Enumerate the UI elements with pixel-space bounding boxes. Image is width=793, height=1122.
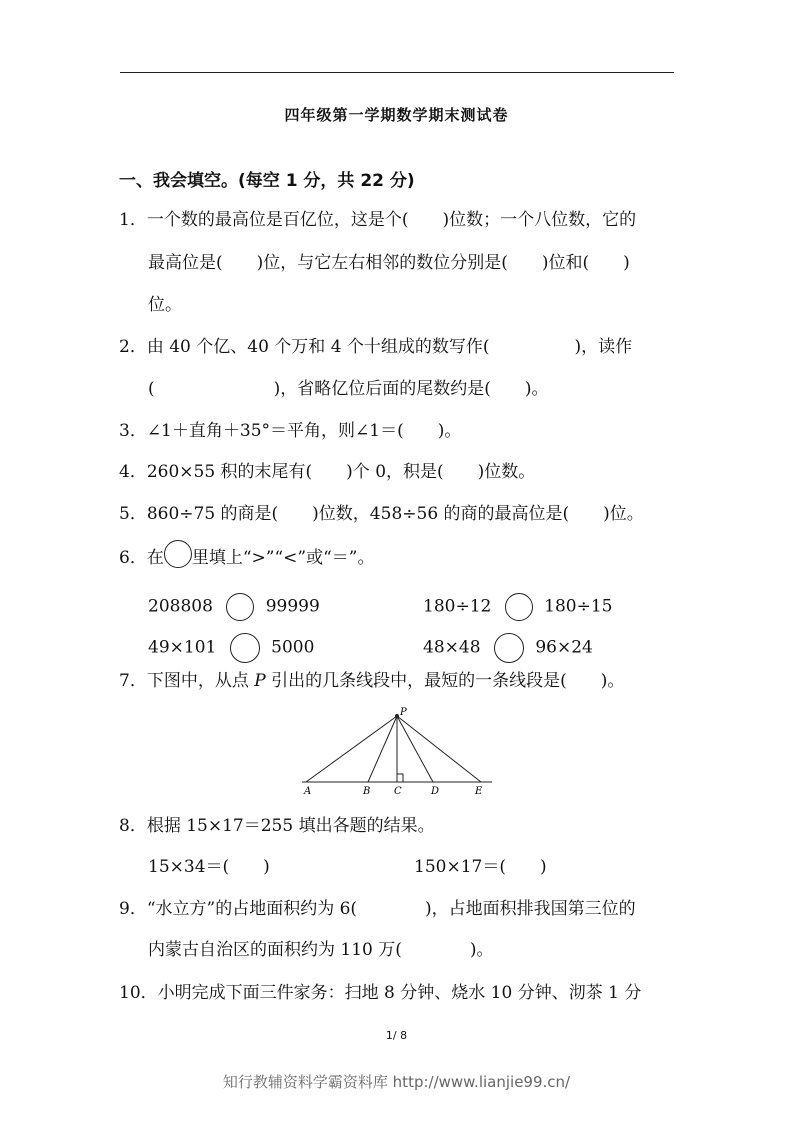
question-6-suffix: 里填上“>”“<”或“＝”。 <box>191 548 375 568</box>
point-p-label: P <box>254 671 266 691</box>
question-5: 5．860÷75 的商是( )位数，458÷56 的商的最高位是( )位。 <box>119 504 644 524</box>
label-d: D <box>431 786 440 797</box>
question-9-line-2: 内蒙古自治区的面积约为 110 万( )。 <box>148 940 494 960</box>
compare-item <box>148 633 314 663</box>
question-3: 3．∠1＋直角＋35°＝平角，则∠1＝( )。 <box>119 421 462 441</box>
question-6 <box>119 547 374 569</box>
question-1-line-2: 最高位是( )位，与它左右相邻的数位分别是( )位和( ) <box>148 253 630 273</box>
label-e: E <box>475 786 483 797</box>
compare-item <box>423 633 593 663</box>
compare-left: 48×48 <box>423 637 481 658</box>
question-8: 8．根据 15×17＝255 填出各题的结果。 <box>119 816 435 836</box>
question-8-item: 15×34＝( ) <box>148 857 270 877</box>
question-1-line-3: 位。 <box>148 295 182 315</box>
section-heading: 一、我会填空。(每空 1 分，共 22 分) <box>119 171 415 191</box>
compare-right: 5000 <box>271 637 315 658</box>
answer-circle[interactable] <box>230 633 260 663</box>
question-8-item: 150×17＝( ) <box>414 857 547 877</box>
footer-watermark[interactable]: 知行教辅资料学霸资料库 http://www.lianjie99.cn/ <box>222 1073 571 1091</box>
segment-pa <box>306 716 397 782</box>
question-1-line-1: 1．一个数的最高位是百亿位，这是个( )位数；一个八位数，它的 <box>119 210 637 230</box>
question-7 <box>119 670 624 692</box>
header-rule <box>120 72 674 73</box>
compare-item <box>148 593 320 621</box>
answer-circle[interactable] <box>494 633 524 663</box>
question-2-line-2: ( )，省略亿位后面的尾数约是( )。 <box>148 379 549 399</box>
label-b: B <box>363 786 371 797</box>
blank-circle-icon <box>164 540 192 568</box>
answer-circle[interactable] <box>226 593 254 621</box>
compare-left: 208808 <box>148 596 213 617</box>
label-a: A <box>304 786 312 797</box>
question-9-line-1: 9．“水立方”的占地面积约为 6( )，占地面积排我国第三位的 <box>119 899 636 919</box>
compare-item <box>423 593 612 621</box>
point-p <box>395 714 399 718</box>
compare-right: 96×24 <box>535 637 593 658</box>
label-p: P <box>400 707 407 718</box>
question-6-prefix: 6．在 <box>119 548 164 568</box>
question-4: 4．260×55 积的末尾有( )个 0，积是( )位数。 <box>119 462 536 482</box>
compare-left: 180÷12 <box>423 596 492 617</box>
compare-right: 180÷15 <box>544 596 613 617</box>
question-10: 10．小明完成下面三件家务：扫地 8 分钟、烧水 10 分钟、沏茶 1 分 <box>119 983 642 1003</box>
page-number: 1/ 8 <box>385 1029 408 1042</box>
compare-right: 99999 <box>265 596 320 617</box>
right-angle-mark <box>397 774 403 782</box>
page-title: 四年级第一学期数学期末测试卷 <box>284 106 509 124</box>
label-c: C <box>394 786 402 797</box>
compare-left: 49×101 <box>148 637 217 658</box>
segment-pe <box>397 716 481 782</box>
segment-pd <box>397 716 433 782</box>
question-7-suffix: 引出的几条线段中，最短的一条线段是( )。 <box>265 671 625 691</box>
segments-figure <box>296 706 496 798</box>
question-2-line-1: 2．由 40 个亿、40 个万和 4 个十组成的数写作( )，读作 <box>119 337 633 357</box>
question-7-prefix: 7．下图中，从点 <box>119 671 255 691</box>
answer-circle[interactable] <box>505 593 533 621</box>
